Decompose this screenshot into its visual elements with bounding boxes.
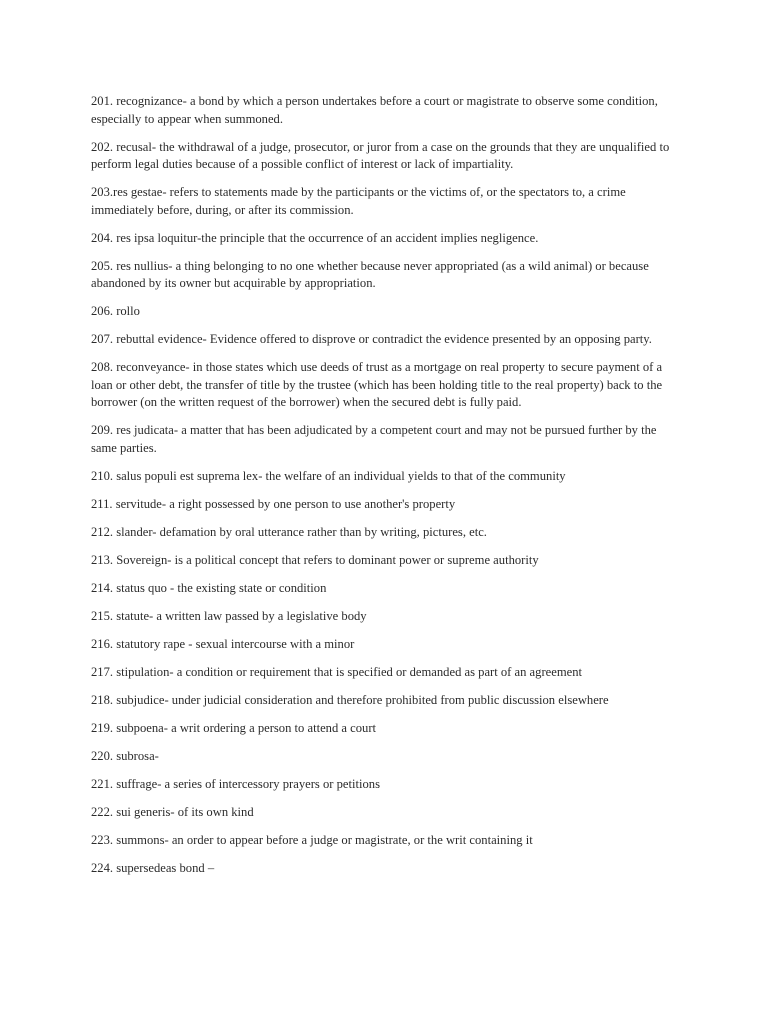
glossary-entry-214: 214. status quo - the existing state or condition xyxy=(91,580,327,595)
glossary-entry-221: 221. suffrage- a series of intercessory prayers or petitions xyxy=(91,776,380,791)
glossary-entry-224: 224. supersedeas bond – xyxy=(91,860,215,875)
glossary-entry-211: 211. servitude- a right possessed by one person to use another's property xyxy=(91,496,456,511)
glossary-entry-223: 223. summons- an order to appear before a judge or magistrate, or the writ containing it xyxy=(91,832,533,847)
glossary-entry-220: 220. subrosa- xyxy=(91,748,159,763)
glossary-entry-209: 209. res judicata- a matter that has been adjudicated by a competent court and may not be pursued further by the same parties. xyxy=(91,423,657,455)
glossary-entry-213: 213. Sovereign- is a political concept that refers to dominant power or supreme authority xyxy=(91,552,539,567)
glossary-entry-222: 222. sui generis- of its own kind xyxy=(91,804,254,819)
glossary-entry-203: 203.res gestae- refers to statements made by the participants or the victims of, or the spectators to, a crime immediately before, during, or after its commission. xyxy=(91,185,626,217)
glossary-entry-205: 205. res nullius- a thing belonging to no one whether because never appropriated (as a wild animal) or because abandoned by its owner but acquirable by appropriation. xyxy=(91,258,649,290)
glossary-entry-217: 217. stipulation- a condition or requirement that is specified or demanded as part of an agreement xyxy=(91,664,582,679)
glossary-entry-218: 218. subjudice- under judicial consideration and therefore prohibited from public discussion elsewhere xyxy=(91,692,609,707)
glossary-entry-219: 219. subpoena- a writ ordering a person to attend a court xyxy=(91,720,377,735)
glossary-entry-207: 207. rebuttal evidence- Evidence offered to disprove or contradict the evidence presented by an opposing party. xyxy=(91,332,652,346)
glossary-entry-208: 208. reconveyance- in those states which use deeds of trust as a mortgage on real property to secure payment of a loan or other debt, the transfer of title by the trustee (which has been holding title to the real property) back to the borrower (on the written request of the borrower) when the secured debt is fully paid. xyxy=(91,360,663,409)
glossary-list xyxy=(91,93,681,888)
glossary-entry-216: 216. statutory rape - sexual intercourse with a minor xyxy=(91,636,355,651)
glossary-entry-212: 212. slander- defamation by oral utterance rather than by writing, pictures, etc. xyxy=(91,524,487,539)
glossary-entry-204: 204. res ipsa loquitur-the principle that the occurrence of an accident implies negligence. xyxy=(91,230,539,245)
glossary-entry-210: 210. salus populi est suprema lex- the welfare of an individual yields to that of the community xyxy=(91,468,566,483)
glossary-entry-201: 201. recognizance- a bond by which a person undertakes before a court or magistrate to observe some condition, especially to appear when summoned. xyxy=(91,94,658,126)
glossary-entry-202: 202. recusal- the withdrawal of a judge, prosecutor, or juror from a case on the grounds that they are unqualified to perform legal duties because of a possible conflict of interest or lack of impartiality. xyxy=(91,139,670,171)
glossary-entry-206: 206. rollo xyxy=(91,304,140,318)
glossary-entry-215: 215. statute- a written law passed by a legislative body xyxy=(91,608,367,623)
